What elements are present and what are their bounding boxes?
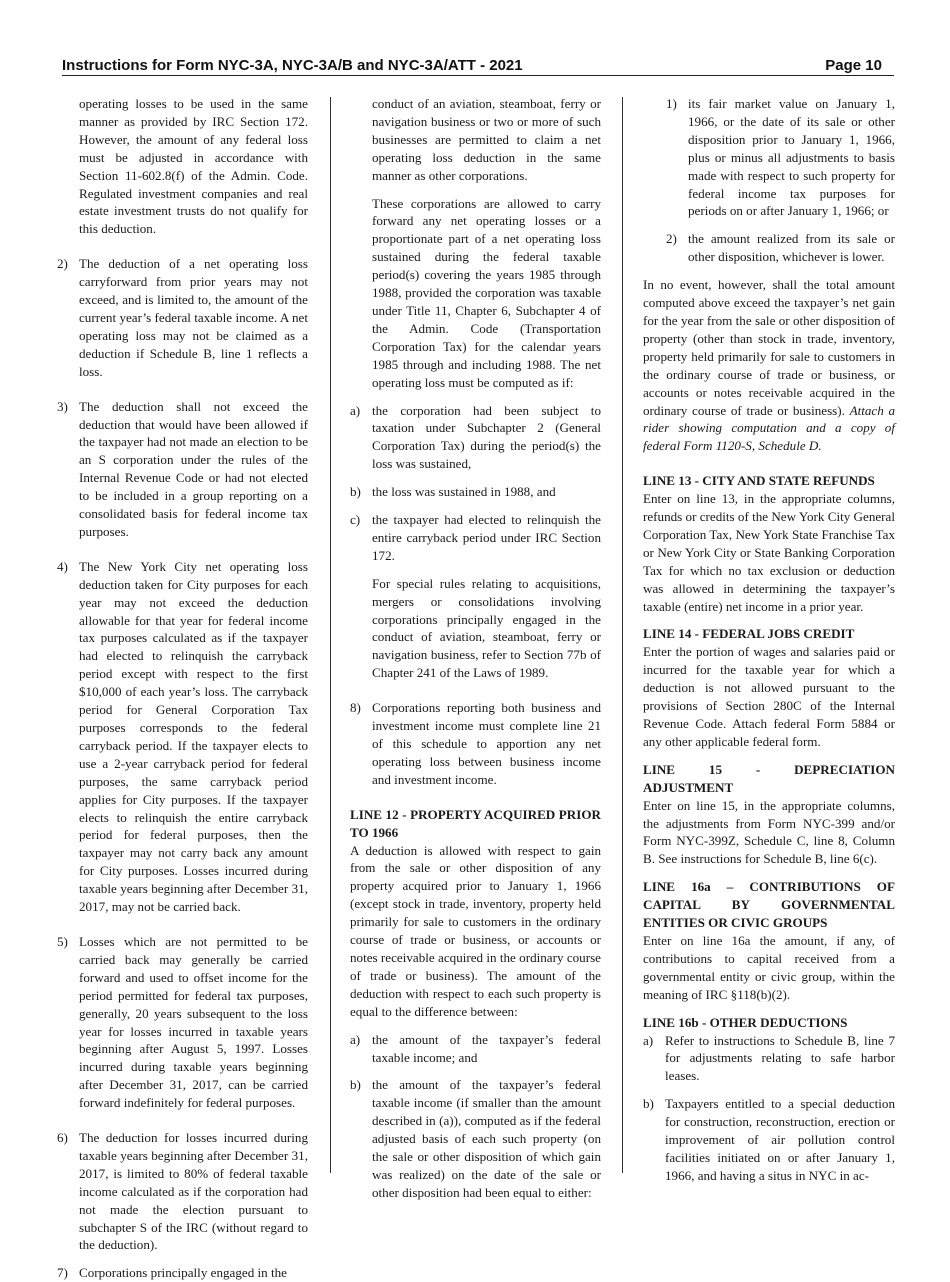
section-heading: LINE 16a – CONTRIBUTIONS OF CAPITAL BY GOVERNMENTAL ENTITIES OR CIVIC GROUPS bbox=[643, 879, 895, 931]
list-item bbox=[350, 511, 601, 565]
document-title: Instructions for Form NYC-3A, NYC-3A/B and NYC-3A/ATT - 2021 bbox=[62, 57, 523, 74]
page-number: Page 10 bbox=[825, 57, 882, 74]
item-number: b) bbox=[350, 484, 361, 500]
item-number: 6) bbox=[57, 1130, 68, 1146]
item-number: 8) bbox=[350, 700, 361, 716]
list-item bbox=[643, 95, 895, 220]
item-number: 2) bbox=[57, 256, 68, 272]
item-text: the corporation had been subject to taxation under Subchapter 2 (General Corporation Tax) during the period(s) the loss was sustained, bbox=[372, 402, 601, 472]
paragraph bbox=[643, 276, 895, 455]
section-heading: LINE 16b - OTHER DEDUCTIONS bbox=[643, 1014, 848, 1030]
section-heading: LINE 12 - PROPERTY ACQUIRED PRIOR TO 1966 bbox=[350, 806, 601, 840]
item-text: The deduction of a net operating loss carryforward from prior years may not exceed, and is limited to, the amount of the current year’s federal taxable income. A net operating loss may not be claimed as a deduction if Schedule B, line 1 reflects a loss. bbox=[79, 256, 308, 379]
item-text: Losses which are not permitted to be carried back may generally be carried forward and used to offset income for the period permitted for federal tax purposes, generally, 20 years subsequent to the loss year for losses incurred in taxable years beginning after August 5, 1997. Losses incurred during taxable years beginning after December 31, 2017, can be carried forward indefinitely for federal purposes. bbox=[79, 933, 308, 1111]
item-text: Taxpayers entitled to a special deduction for construction, reconstruction, erection or improvement of air pollution control facilities initiated on or after January 1, 1966, and having a situs in NYC in ac- bbox=[665, 1096, 895, 1183]
list-item bbox=[643, 1032, 895, 1086]
paragraph: operating losses to be used in the same manner as provided by IRC Section 172. However, the amount of any federal loss must be adjusted in accordance with Section 11-602.8(f) of the Admin. Code. Regulated investment companies and real estate investment trusts do not qualify for this deduction. bbox=[79, 96, 308, 237]
item-text: its fair market value on January 1, 1966, or the date of its sale or other disposition prior to January 1, 1966, plus or minus all adjustments to basis made with respect to such property for federal income tax purposes for periods on or after January 1, 1966; or bbox=[688, 96, 895, 219]
list-item bbox=[57, 398, 308, 541]
item-text: the amount of the taxpayer’s federal taxable income (if smaller than the amount described in (a)), computed as if the federal adjusted basis of each such property (on the sale or other disposition of which gain was realized) on the date of the sale or other disposition had been equal to either: bbox=[372, 1077, 601, 1200]
item-text: the taxpayer had elected to relinquish the entire carryback period under IRC Section 172. bbox=[372, 512, 601, 563]
section-heading: LINE 13 - CITY AND STATE REFUNDS bbox=[643, 473, 875, 489]
list-item bbox=[350, 1031, 601, 1067]
item-number: 1) bbox=[666, 96, 677, 111]
item-number: b) bbox=[350, 1077, 361, 1093]
paragraph: These corporations are allowed to carry forward any net operating losses or a proportionate part of a net operating loss sustained during the federal taxable period(s) covering the years 1985 through 1988, provided the corporation was taxable under Title 11, Chapter 6, Subchapter 4 of the Admin. Code (Transportation Corporation Tax) for the calendar years 1985 through and including 1988. The net operating loss must be computed as if: bbox=[372, 195, 601, 390]
list-item bbox=[350, 1076, 601, 1201]
item-number: 5) bbox=[57, 933, 68, 949]
list-item bbox=[57, 255, 308, 380]
item-text: Corporations principally engaged in the bbox=[79, 1265, 287, 1281]
list-item bbox=[57, 1129, 308, 1254]
item-text: Corporations reporting both business and investment income must complete line 21 of this schedule to apportion any net operating loss between business income and investment income. bbox=[372, 700, 601, 787]
paragraph-text: In no event, however, shall the total amount computed above exceed the taxpayer’s net gain for the year from the sale or other disposition of property (other than stock in trade, inventory, property held primarily for sale to customers in the ordinary course of trade or business, or accounts or notes receivable acquired in the ordinary course of trade or business). bbox=[643, 277, 895, 418]
item-text: the amount realized from its sale or other disposition, whichever is lower. bbox=[688, 231, 895, 265]
list-item bbox=[57, 558, 308, 916]
list-item bbox=[643, 230, 895, 266]
paragraph: Enter the portion of wages and salaries paid or incurred for the taxable year for which a deduction is not allowed pursuant to the provisions of Section 280C of the Internal Revenue Code. Attach federal Form 5884 or any other applicable federal form. bbox=[643, 644, 895, 749]
paragraph-italic: Attach a rider showing computation and a copy of federal Form 1120-S, Schedule D. bbox=[643, 402, 895, 454]
list-item bbox=[57, 933, 308, 1112]
list-item bbox=[643, 1095, 895, 1185]
item-text: the loss was sustained in 1988, and bbox=[372, 484, 556, 500]
paragraph: For special rules relating to acquisitions, mergers or consolidations involving corporations principally engaged in the conduct of aviation, steamboat, ferry or navigation business, refer to Section 77b of Chapter 241 of the Laws of 1989. bbox=[372, 575, 601, 681]
item-number: 2) bbox=[666, 231, 677, 247]
column-divider bbox=[622, 97, 623, 1173]
item-number: a) bbox=[350, 402, 361, 418]
item-number: a) bbox=[350, 1031, 361, 1047]
item-number: c) bbox=[350, 512, 361, 528]
item-text: The deduction shall not exceed the deduction that would have been allowed if the taxpayer had not made an election to be an S corporation under the rules of the Internal Revenue Code or had not elected to be included in a group reporting on a consolidated basis for federal income tax purposes. bbox=[79, 398, 308, 539]
column-3 bbox=[643, 95, 895, 1185]
list-item bbox=[57, 1264, 308, 1282]
paragraph: A deduction is allowed with respect to gain from the sale or other disposition of any property acquired prior to January 1, 1966 (except stock in trade, inventory, property held primarily for sale to customers in the ordinary course of trade or business, or accounts or notes receivable acquired in the ordinary course of trade or business). The amount of the deduction with respect to each such property is equal to the difference between: bbox=[350, 842, 601, 1019]
item-text: The New York City net operating loss deduction taken for City purposes for each year may not exceed the deduction allowable for that year for federal income tax purposes calculated as if the taxpayer had elected to relinquish the carryback period except with respect to the first $10,000 of each year’s loss. The carryback period for General Corporation Tax purposes corresponds to the federal carryback period. If the taxpayer elects to use a 2-year carryback period for federal purposes, the same carryback period applies for City purposes. If the taxpayer elects to relinquish the entire carryback period for federal purposes, then the taxpayer may not carry back any amount for City purposes. Losses incurred during taxable years beginning after December 31, 2017, may not be carried back. bbox=[79, 558, 308, 915]
item-number: 4) bbox=[57, 558, 68, 574]
item-text: The deduction for losses incurred during taxable years beginning after December 31, 2017, is limited to 80% of federal taxable income calculated as if the corporation had not made the election pursuant to subchapter S of the IRC (without regard to the deduction). bbox=[79, 1130, 308, 1253]
item-text: the amount of the taxpayer’s federal taxable income; and bbox=[372, 1031, 601, 1065]
section-heading: LINE 15 - DEPRECIATION ADJUSTMENT bbox=[643, 761, 895, 795]
list-item bbox=[350, 402, 601, 474]
item-number: 7) bbox=[57, 1265, 68, 1281]
paragraph: Enter on line 15, in the appropriate columns, the adjustments from Form NYC-399 and/or Form NYC-399Z, Schedule C, line 8, Column B. See instructions for Schedule B, line 6(c). bbox=[643, 797, 895, 867]
list-item bbox=[350, 483, 601, 501]
column-divider bbox=[330, 97, 331, 1173]
item-number: b) bbox=[643, 1096, 654, 1112]
list-item bbox=[350, 699, 601, 789]
paragraph: conduct of an aviation, steamboat, ferry or navigation business or two or more of such businesses are permitted to claim a net operating loss deduction in the same manner as other corporations. bbox=[372, 96, 601, 183]
item-text: Refer to instructions to Schedule B, line 7 for adjustments relating to safe harbor leases. bbox=[665, 1032, 895, 1084]
paragraph: Enter on line 13, in the appropriate columns, refunds or credits of the New York City General Corporation Tax, New York State Franchise Tax or New York City or State Banking Corporation Tax for which no tax exclusion or deduction was allowed in determining the taxpayer’s taxable (entire) net income in a prior year. bbox=[643, 491, 895, 614]
item-number: 3) bbox=[57, 398, 68, 414]
section-heading: LINE 14 - FEDERAL JOBS CREDIT bbox=[643, 626, 855, 642]
paragraph: Enter on line 16a the amount, if any, of contributions to capital received from a governmental entity or civic group, within the meaning of IRC §118(b)(2). bbox=[643, 932, 895, 1002]
item-number: a) bbox=[643, 1032, 654, 1048]
column-1 bbox=[57, 95, 308, 1282]
page-header bbox=[62, 57, 894, 76]
column-2 bbox=[350, 95, 601, 1202]
